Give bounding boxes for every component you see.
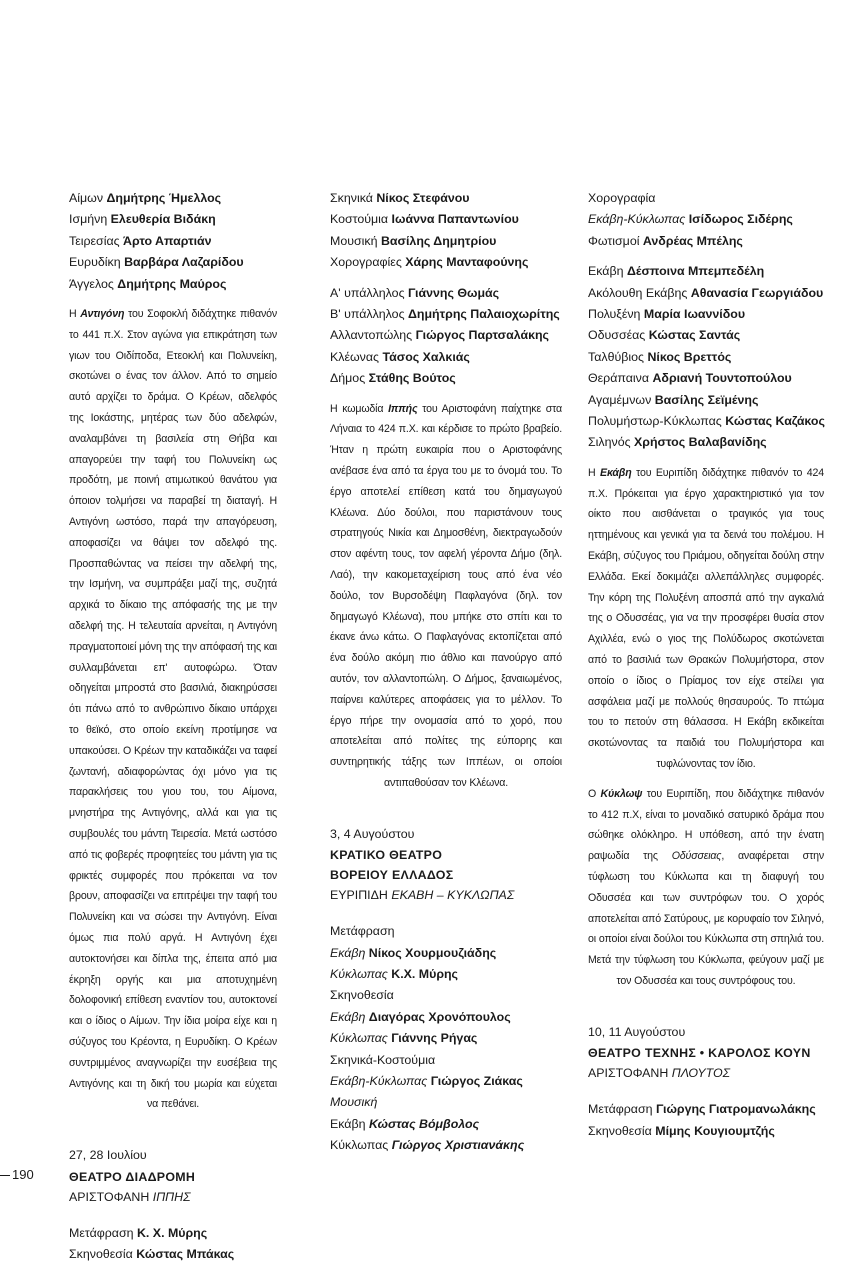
credit-line: Εκάβη Κώστας Βόμβολος	[330, 1116, 480, 1131]
cast-line: Εκάβη Δέσποινα Μπεμπεδέλη	[588, 264, 765, 279]
credit-heading: Μουσική	[330, 1095, 378, 1110]
credit-line: Εκάβη Διαγόρας Χρονόπουλος	[330, 1009, 511, 1024]
credit-line: Κύκλωπας Γιώργος Χριστιανάκης	[330, 1138, 525, 1153]
credit-heading: Σκηνικά-Κοστούμια	[330, 1052, 436, 1067]
cast-line: Ισμήνη Ελευθερία Βιδάκη	[69, 212, 216, 227]
credit-heading: Σκηνοθεσία	[330, 988, 394, 1003]
performance-date: 10, 11 Αυγούστου	[588, 1024, 686, 1039]
play-title: ΑΡΙΣΤΟΦΑΝΗ ΠΛΟΥΤΟΣ	[588, 1066, 731, 1081]
crew-line: Μουσική Βασίλης Δημητρίου	[330, 233, 497, 248]
credit-line: Εκάβη-Κύκλωπας Ισίδωρος Σιδέρης	[588, 212, 793, 227]
performance-date: 27, 28 Ιουλίου	[69, 1148, 147, 1163]
synopsis-ippis: Η κωμωδία Ιππής του Αριστοφάνη παίχτηκε στα Λήναια το 424 π.Χ. και κέρδισε το πρώτο βραβείο. Ήταν η πρώτη ευκαιρία που ο Αριστοφάνης ανέβασε ένα από τα έργα του με το όνομά του. Το έργο αποτελεί επίθεση κατά του δημαγωγού Κλέωνα. Δύο δούλοι, που παριστάνουν τους στρατηγούς Νικία και Δημοσθένη, διεκτραγωδούν στον αφέντη τους, τον αφελή γέροντα Δήμο (δηλ. Λαό), την κακομεταχείριση τους από ένα νέο δούλο, τον Βυρσοδέψη Παφλαγόνα (δηλ. τον δημαγωγό Κλέωνα), που μπήκε στο σπίτι και το έκανε άνω κάτω. Ο Παφλαγόνας εκτοπίζεται από ένα δούλο ακόμη πιο άθλιο και πανούργο από αυτόν, τον αλλαντοπώλη. Ο Δήμος, ξαναιωμένος, παίρνει καλύτερες αποφάσεις για το μέλλον. Το έργο πήρε την ονομασία από το χορό, που αποτελείται από πολίτες της εύπορης και συντηρητικής τάξης των Ιππέων, οι οποίοι αντιπαθούσαν τον Κλέωνα.	[330, 402, 562, 789]
cast-line: Κλέωνας Τάσος Χαλκιάς	[330, 349, 470, 364]
credit-heading: Χορογραφία	[588, 191, 656, 205]
cast-line: Οδυσσέας Κώστας Σαντάς	[588, 328, 741, 343]
credit-line: Κύκλωπας Κ.Χ. Μύρης	[330, 967, 459, 982]
credit-heading: Μετάφραση	[330, 924, 395, 939]
synopsis-kyklops: Ο Κύκλωψ του Ευριπίδη, που διδάχτηκε πιθανόν το 412 π.Χ, είναι το μοναδικό σατυρικό δράμα που σώθηκε ολόκληρο. Η υπόθεση, από την ένατη ραψωδία της Οδύσσειας, αναφέρεται στην τύφλωση του Κύκλωπα και τη διαφυγή του Οδυσσέα και των συντρόφων του. Ο χορός αποτελείται από Σατύρους, με κορυφαίο τον Σιληνό, οι οποίοι είναι δούλοι του Κύκλωπα στη σπηλιά του. Μετά την τύφλωση του Κύκλωπα, φεύγουν μαζί με τον Οδυσσέα και τους συντρόφους του.	[588, 787, 825, 987]
cast-line: Πολυξένη Μαρία Ιωαννίδου	[588, 307, 746, 322]
crew-line: Κοστούμια Ιωάννα Παπαντωνίου	[330, 212, 519, 227]
credit-line: Σκηνοθεσία Κώστας Μπάκας	[69, 1246, 235, 1261]
credit-line: Εκάβη Νίκος Χουρμουζιάδης	[330, 945, 497, 960]
cast-line: Αγαμέμνων Βασίλης Σεϊμένης	[588, 392, 759, 407]
synopsis-antigone: Η Αντιγόνη του Σοφοκλή διδάχτηκε πιθανόν το 441 π.Χ. Στον αγώνα για επικράτηση των γιων του Οιδίποδα, Ετεοκλή και Πολυνείκη, σκοτώνει ο ένας τον άλλον. Από το σημείο αυτό αρχίζει το δράμα. Ο Κρέων, αδελφός της Ιοκάστης, μητέρας των δύο αδελφών, αναλαμβάνει τη βασιλεία στη Θήβα και απαγορεύει την ταφή του Πολυνείκη ως προδότη, με ποινή ατιμωτικού θανάτου για όποιον τολμήσει να παραβεί τη διαταγή. Η Αντιγόνη ωστόσο, παρά την απαγόρευση, αποφασίζει να θάψει τον αδελφό της. Προσπαθώντας να πείσει την αδελφή της, την Ισμήνη, να συμπράξει μαζί της, συζητά αρχικά το δίκαιο της απόφασής της με την αδελφή της. Η τελευταία αρνείται, η Αντιγόνη πραγματοποιεί μόνη της την απόφασή της και συλλαμβάνεται επ' αυτοφώρω. Όταν οδηγείται μπροστά στο βασιλιά, διακηρύσσει ότι πάνω από το ανθρώπινο δίκαιο υπάρχει το θεϊκό, στο οποίο εκείνη προτίμησε να υπακούσει. Ο Κρέων την καταδικάζει να ταφεί ζωντανή, αδιαφορώντας όχι μόνο για τις παρακλήσεις του γιου του, του Αίμονα, μνηστήρα της Αντιγόνης, αλλά και για τις συμβουλές του μάντη Τειρεσία. Μετά ωστόσο από τις φοβερές προφητείες του μάντη για τις φρικτές συμφορές που πρόκειται να τον βρουν, αποφασίζει να επιτρέψει την ταφή του Πολυνείκη και να σώσει την Αντιγόνη. Είναι όμως πια πολύ αργά. Η Αντιγόνη έχει αυτοκτονήσει και δίπλα της, έπειτα από μια έκρηξη οργής και μια αποτυχημένη δολοφονική επίθεση εναντίον του, αυτοκτονεί και ο ίδιος ο Αίμων. Την ίδια μοίρα είχε και η σύζυγος του Κρέοντα, η Ευρυδίκη. Ο Κρέων συντριμμένος αναγνωρίζει την ευσέβεια της Αντιγόνης και τη δική του μωρία και εύχεται να πεθάνει.	[69, 308, 278, 1111]
crew-line: Σκηνικά Νίκος Στεφάνου	[330, 191, 470, 205]
column-3	[588, 188, 824, 1142]
credit-line: Μετάφραση Κ. Χ. Μύρης	[69, 1225, 208, 1240]
cast-line: Δήμος Στάθης Βούτος	[330, 371, 456, 386]
cast-line: Θεράπαινα Αδριανή Τουντοπούλου	[588, 371, 792, 386]
venue-name: ΘΕΑΤΡΟ ΔΙΑΔΡΟΜΗ	[69, 1169, 196, 1184]
cast-line: Ταλθύβιος Νίκος Βρεττός	[588, 349, 732, 364]
credit-line: Φωτισμοί Ανδρέας Μπέλης	[588, 233, 743, 248]
cast-line: Τειρεσίας Άρτο Απαρτιάν	[69, 233, 212, 248]
credit-line: Κύκλωπας Γιάννης Ρήγας	[330, 1031, 478, 1046]
page-number: 190	[0, 1167, 34, 1182]
page-number-rule	[0, 1175, 10, 1176]
cast-line: Ευρυδίκη Βαρβάρα Λαζαρίδου	[69, 255, 244, 270]
credit-line: Εκάβη-Κύκλωπας Γιώργος Ζιάκας	[330, 1074, 523, 1089]
cast-line: Αίμων Δημήτρης Ήμελλος	[69, 191, 222, 205]
cast-line: Α' υπάλληλος Γιάννης Θωμάς	[330, 285, 500, 300]
cast-line: Πολυμήστωρ-Κύκλωπας Κώστας Καζάκος	[588, 414, 825, 429]
venue-name: ΘΕΑΤΡΟ ΤΕΧΝΗΣ • ΚΑΡΟΛΟΣ ΚΟΥΝ	[588, 1046, 811, 1061]
cast-line: Άγγελος Δημήτρης Μαύρος	[69, 276, 227, 291]
column-2	[330, 188, 562, 1157]
venue-name-line2: ΒΟΡΕΙΟΥ ΕΛΛΑΔΟΣ	[330, 868, 454, 883]
cast-line: Σιληνός Χρήστος Βαλαβανίδης	[588, 435, 767, 450]
credit-line: Σκηνοθεσία Μίμης Κουγιουμτζής	[588, 1123, 775, 1138]
performance-date: 3, 4 Αυγούστου	[330, 826, 415, 841]
cast-line: Ακόλουθη Εκάβης Αθανασία Γεωργιάδου	[588, 285, 824, 300]
cast-line: Β' υπάλληλος Δημήτρης Παλαιοχωρίτης	[330, 307, 560, 322]
venue-name: ΚΡΑΤΙΚΟ ΘΕΑΤΡΟ	[330, 848, 443, 863]
play-title: ΑΡΙΣΤΟΦΑΝΗ ΙΠΠΗΣ	[69, 1189, 191, 1204]
cast-line: Αλλαντοπώλης Γιώργος Παρτσαλάκης	[330, 328, 550, 343]
credit-line: Μετάφραση Γιώργης Γιατρομανωλάκης	[588, 1102, 816, 1117]
play-title: ΕΥΡΙΠΙΔΗ ΕΚΑΒΗ – ΚΥΚΛΩΠΑΣ	[330, 888, 515, 903]
synopsis-ekavi: Η Εκάβη του Ευριπίδη διδάχτηκε πιθανόν το 424 π.Χ. Πρόκειται για έργο χαρακτηριστικό για τον οίκτο που αισθάνεται ο τραγικός για τους ηττημένους και γενικά για τα δεινά του πολέμου. Η Εκάβη, σύζυγος του Πριάμου, οδηγείται δούλη στην Ελλάδα. Εκεί δοκιμάζει αλλεπάλληλες συμφορές. Την κόρη της Πολυξένη αποσπά από την αγκαλιά της ο Οδυσσέας, για να την προσφέρει θυσία στον Αχιλλέα, ενώ ο γιος της Πολύδωρος σκοτώνεται από το βασιλιά των Θρακών Πολυμήστορα, στον οποίο ο ίδιος ο Πρίαμος τον είχε στείλει για ασφάλεια μαζί με πολλούς θησαυρούς. Το πτώμα του το πετούν στη θάλασσα. Η Εκάβη εκδικείται σκοτώνοντας τα παιδιά του Πολυμήστορα και τυφλώνοντας τον ίδιο.	[588, 466, 824, 771]
column-1	[69, 188, 277, 1265]
crew-line: Χορογραφίες Χάρης Μανταφούνης	[330, 255, 529, 270]
